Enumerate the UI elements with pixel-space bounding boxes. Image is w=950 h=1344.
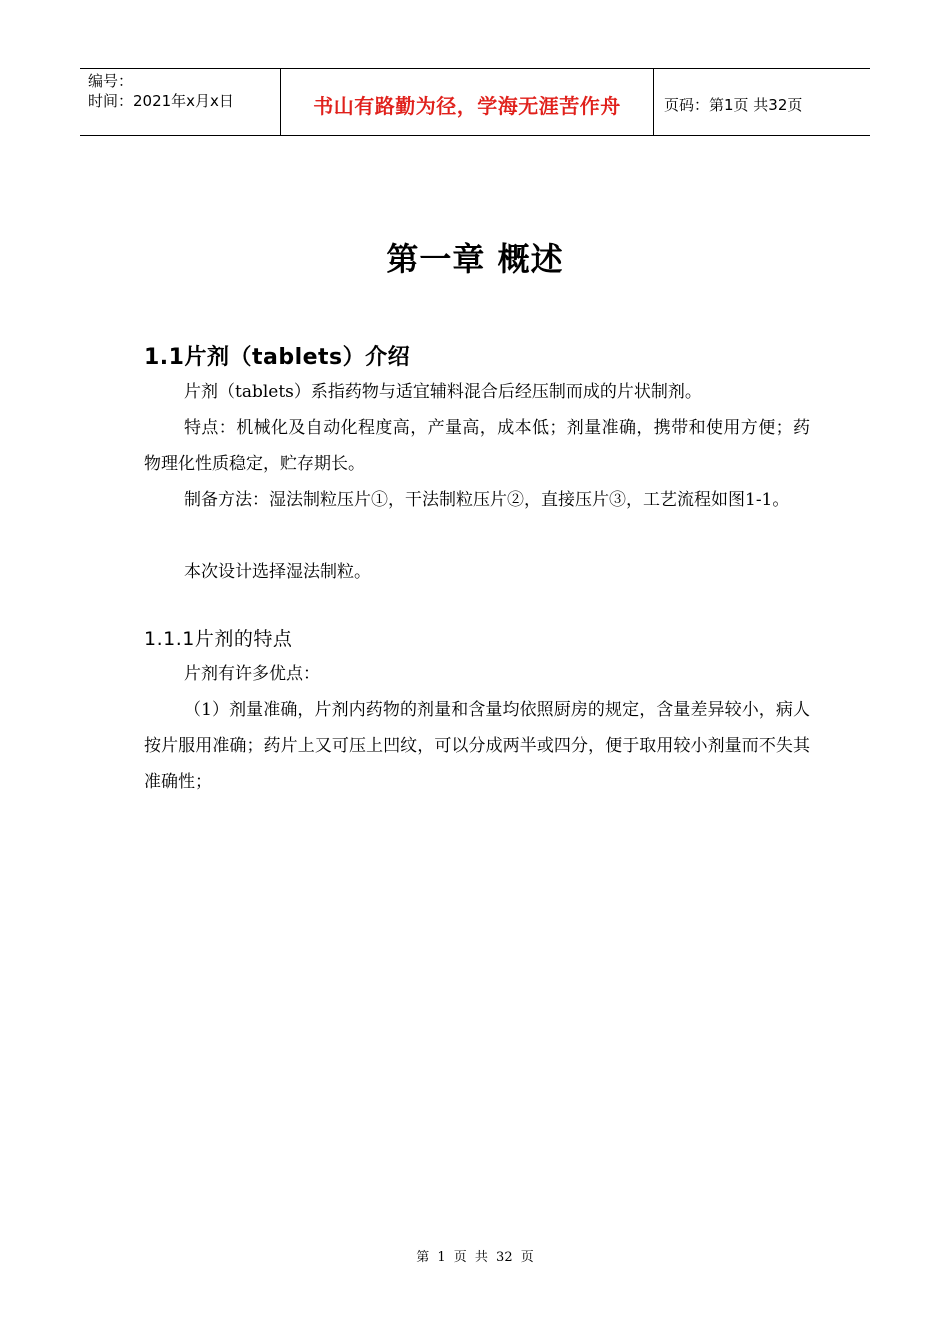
paragraph: 片剂（tablets）系指药物与适宜辅料混合后经压制而成的片状制剂。 [184, 382, 702, 402]
header-table [80, 68, 870, 136]
page-footer: 第 1 页 共 32 页 [416, 1250, 534, 1265]
motto-text: 书山有路勤为径，学海无涯苦作舟 [313, 93, 621, 118]
serial-label: 编号： [88, 72, 134, 90]
section-heading-1-1: 1.1片剂（tablets）介绍 [144, 345, 411, 370]
paragraph: 本次设计选择湿法制粒。 [184, 562, 371, 582]
paragraph: 制备方法：湿法制粒压片①，干法制粒压片②，直接压片③，工艺流程如图1-1。 [184, 490, 790, 510]
header-motto-cell [281, 69, 654, 135]
date-label: 时间：2021年x月x日 [88, 92, 234, 110]
header-meta-cell [80, 69, 281, 135]
page-info: 页码：第1页 共32页 [664, 95, 803, 114]
chapter-title: 第一章 概述 [386, 240, 564, 278]
paragraph: 片剂有许多优点： [184, 664, 320, 684]
paragraph: 特点：机械化及自动化程度高，产量高，成本低；剂量准确，携带和使用方便；药物理化性质稳定，贮存期长。 [144, 418, 810, 474]
section-heading-1-1-1: 1.1.1片剂的特点 [144, 628, 293, 650]
paragraph: （1）剂量准确，片剂内药物的剂量和含量均依照厨房的规定，含量差异较小，病人按片服用准确；药片上又可压上凹纹，可以分成两半或四分，便于取用较小剂量而不失其准确性； [144, 700, 810, 792]
header-page-cell [654, 69, 870, 135]
